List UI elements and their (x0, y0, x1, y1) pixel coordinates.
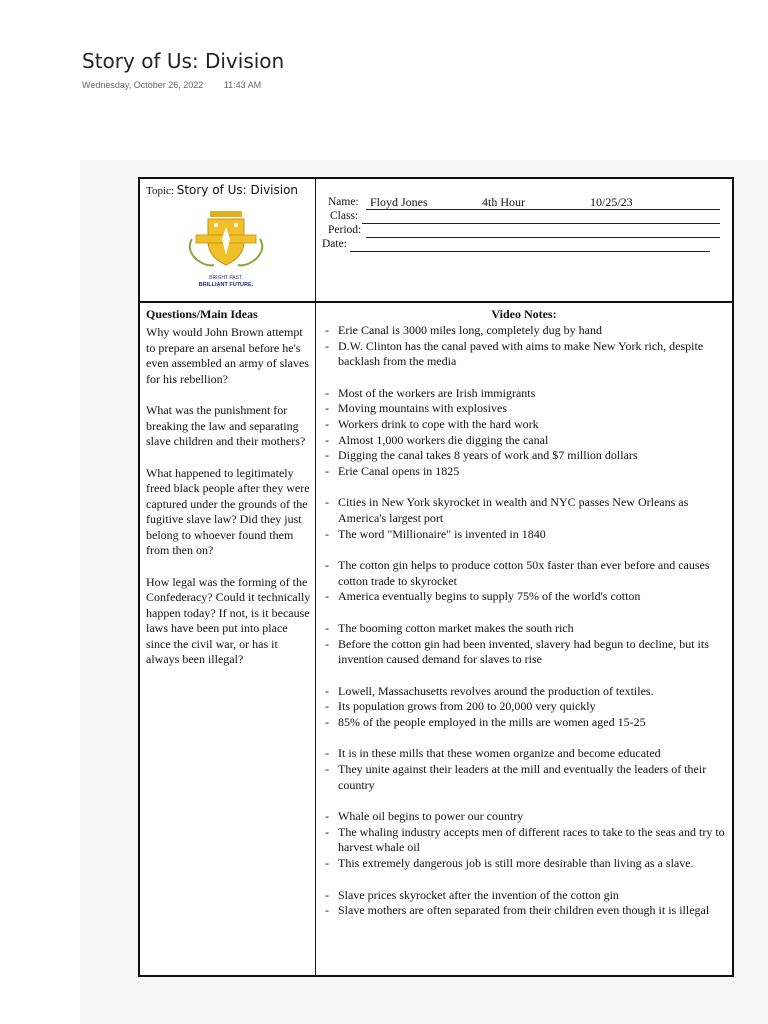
question-item: What was the punishment for breaking the law and separating slave children and their mothers? (146, 403, 306, 448)
name-value[interactable]: Floyd Jones (370, 195, 428, 209)
note-item: - Moving mountains with explosives (324, 401, 726, 417)
notes-column (316, 303, 732, 975)
date-value[interactable]: 10/25/23 (590, 195, 633, 209)
note-item: - This extremely dangerous job is still more desirable than living as a slave. (324, 856, 726, 872)
note-group (324, 386, 726, 480)
note-item: - Erie Canal opens in 1825 (324, 464, 726, 480)
note-item: - Most of the workers are Irish immigrants (324, 386, 726, 402)
note-item: - The whaling industry accepts men of different races to take to the seas and try to harvest whale oil (324, 825, 726, 856)
note-item: - 85% of the people employed in the mills are women aged 15-25 (324, 715, 726, 731)
question-item: Why would John Brown attempt to prepare an arsenal before he's even assembled an army of slaves for his rebellion? (146, 325, 309, 386)
logo-text-line2: BRILLIANT FUTURE. (198, 282, 254, 288)
class-underline[interactable] (362, 223, 720, 224)
school-crest-icon (180, 205, 272, 297)
note-item: - Digging the canal takes 8 years of work and $7 million dollars (324, 448, 726, 464)
topic-cell (140, 179, 316, 303)
notes-list (324, 323, 726, 935)
note-item: - Erie Canal is 3000 miles long, completely dug by hand (324, 323, 726, 339)
note-group (324, 495, 726, 542)
note-group (324, 323, 726, 370)
questions-header: Questions/Main Ideas (146, 307, 258, 321)
notes-header: Video Notes: (491, 307, 557, 321)
period-underline[interactable] (366, 237, 720, 238)
page-time: 11:43 AM (223, 80, 262, 90)
page-date: Wednesday, October 26, 2022 (82, 80, 204, 90)
note-group (324, 888, 726, 919)
note-item: - D.W. Clinton has the canal paved with aims to make New York rich, despite backlash from the media (324, 339, 726, 370)
date-label: Date: (322, 238, 347, 250)
date-underline[interactable] (350, 251, 710, 252)
topic-label: Topic: (146, 185, 174, 197)
period-label: Period: (328, 224, 362, 236)
page-meta (82, 80, 284, 90)
note-group (324, 684, 726, 731)
note-item: - Cities in New York skyrocket in wealth and NYC passes New Orleans as America's largest port (324, 495, 726, 526)
questions-column (140, 303, 316, 975)
note-item: - Slave mothers are often separated from their children even though it is illegal (324, 903, 726, 919)
topic-line (146, 183, 298, 197)
class-label: Class: (330, 210, 359, 222)
page-title[interactable]: Story of Us: Division (82, 49, 285, 73)
note-item: - Slave prices skyrocket after the invention of the cotton gin (324, 888, 726, 904)
note-item: - The word "Millionaire" is invented in 1840 (324, 527, 726, 543)
note-item: - Its population grows from 200 to 20,000 very quickly (324, 699, 726, 715)
note-group (324, 746, 726, 793)
note-item: - They unite against their leaders at the mill and eventually the leaders of their country (324, 762, 726, 793)
note-item: - America eventually begins to supply 75% of the world's cotton (324, 589, 726, 605)
note-item: - Almost 1,000 workers die digging the canal (324, 433, 726, 449)
logo-text-line1: BRIGHT PAST. (209, 275, 243, 281)
note-item: - The booming cotton market makes the south rich (324, 621, 726, 637)
note-group (324, 558, 726, 605)
note-item: - The cotton gin helps to produce cotton 50x faster than ever before and causes cotton trade to skyrocket (324, 558, 726, 589)
question-item: What happened to legitimately freed black people after they were captured under the grounds of the fugitive slave law? Did they just belong to whoever found them from then on? (146, 465, 310, 557)
topic-value: Story of Us: Division (176, 183, 299, 197)
note-item: - Workers drink to cope with the hard work (324, 417, 726, 433)
page-header (82, 48, 284, 90)
student-info-cell (316, 179, 732, 303)
note-item: - It is in these mills that these women organize and become educated (324, 746, 726, 762)
note-item: - Before the cotton gin had been invented, slavery had begun to decline, but its invention caused demand for slaves to rise (324, 637, 726, 668)
note-group (324, 809, 726, 871)
questions-list (146, 325, 312, 684)
cornell-notes-sheet (138, 177, 734, 977)
note-item: - Lowell, Massachusetts revolves around the production of textiles. (324, 684, 726, 700)
hour-value[interactable]: 4th Hour (482, 195, 525, 209)
note-group (324, 621, 726, 668)
note-item: - Whale oil begins to power our country (324, 809, 726, 825)
question-item: How legal was the forming of the Confederacy? Could it technically happen today? If not, is it because laws have been put into place since the civil war, or has it always been illegal? (146, 574, 311, 666)
name-label: Name: (328, 196, 359, 208)
